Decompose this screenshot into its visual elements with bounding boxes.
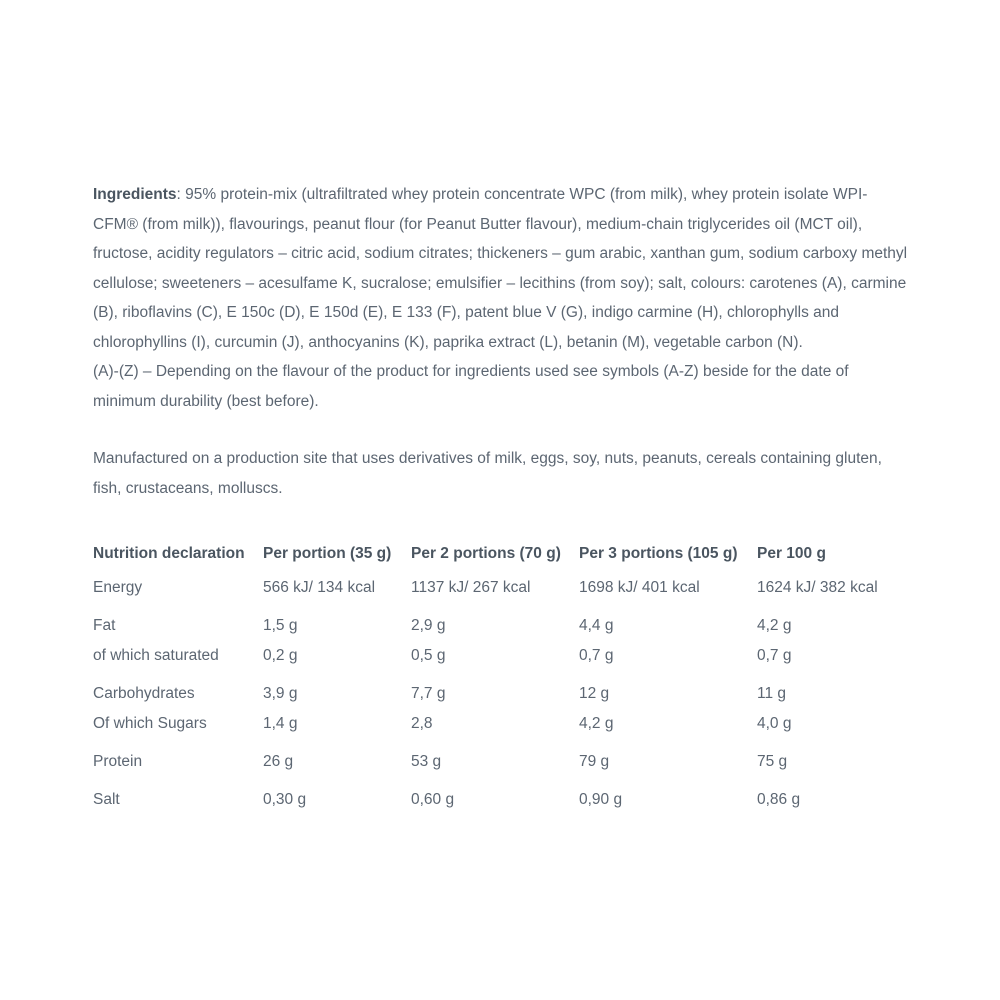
table-row [93, 573, 907, 603]
ingredients-separator: : [176, 186, 186, 203]
nutrient-value: 4,2 g [579, 715, 614, 732]
nutrition-header-per-3-portions: Per 3 portions (105 g) [579, 545, 738, 562]
nutrient-value: 566 kJ/ 134 kcal [263, 579, 376, 596]
nutrition-header-declaration: Nutrition declaration [93, 545, 245, 562]
nutrient-value: 26 g [263, 753, 294, 770]
nutrient-value: 2,9 g [411, 617, 446, 634]
nutrient-value: 4,4 g [579, 617, 614, 634]
nutrient-value: 0,2 g [263, 647, 298, 664]
nutrient-value: 4,0 g [757, 715, 792, 732]
nutrient-value: 7,7 g [411, 685, 446, 702]
manufactured-note: Manufactured on a production site that uses derivatives of milk, eggs, soy, nuts, peanuts, cereals containing gluten, fish, crustaceans, molluscs. [93, 450, 882, 497]
nutrient-value: 0,7 g [579, 647, 614, 664]
table-row [93, 709, 907, 739]
table-row [93, 777, 907, 815]
nutrient-value: 3,9 g [263, 685, 298, 702]
nutrient-name: Fat [93, 617, 116, 634]
nutrient-value: 0,5 g [411, 647, 446, 664]
nutrient-name: Energy [93, 579, 143, 596]
nutrient-value: 1,4 g [263, 715, 298, 732]
nutrient-value: 2,8 [411, 715, 433, 732]
table-row [93, 641, 907, 671]
nutrition-table [93, 545, 907, 815]
nutrient-value: 0,90 g [579, 791, 623, 808]
depends-note: (A)-(Z) – Depending on the flavour of the product for ingredients used see symbols (A-Z) beside for the date of minimum durability (best before). [93, 363, 849, 410]
ingredients-text: 95% protein-mix (ultrafiltrated whey protein concentrate WPC (from milk), whey protein isolate WPI-CFM® (from milk)), flavourings, peanut flour (for Peanut Butter flavour), medium-chain triglycerides oil (MCT oil), fructose, acidity regulators – citric acid, sodium citrates; thickeners – gum arabic, xanthan gum, sodium carboxy methyl cellulose; sweeteners – acesulfame K, sucralose; emulsifier – lecithins (from soy); salt, colours: carotenes (A), carmine (B), riboflavins (C), E 150c (D), E 150d (E), E 133 (F), patent blue V (G), indigo carmine (H), chlorophylls and chlorophyllins (I), curcumin (J), anthocyanins (K), paprika extract (L), betanin (M), vegetable carbon (N). [93, 186, 908, 351]
nutrient-value: 79 g [579, 753, 610, 770]
nutrient-name: Protein [93, 753, 143, 770]
nutrient-value: 4,2 g [757, 617, 792, 634]
nutrient-value: 0,30 g [263, 791, 307, 808]
nutrition-header-per-portion: Per portion (35 g) [263, 545, 392, 562]
table-row [93, 603, 907, 641]
nutrient-name: of which saturated [93, 647, 219, 664]
nutrient-value: 0,86 g [757, 791, 801, 808]
nutrient-value: 1624 kJ/ 382 kcal [757, 579, 878, 596]
nutrient-value: 11 g [757, 685, 787, 702]
nutrition-header-per-100g: Per 100 g [757, 545, 826, 562]
nutrient-value: 0,60 g [411, 791, 455, 808]
nutrition-header-row [93, 545, 907, 573]
nutrient-name: Of which Sugars [93, 715, 207, 732]
nutrient-name: Carbohydrates [93, 685, 195, 702]
table-row [93, 739, 907, 777]
ingredients-label: Ingredients [93, 186, 177, 203]
nutrient-value: 75 g [757, 753, 788, 770]
nutrient-value: 1698 kJ/ 401 kcal [579, 579, 700, 596]
table-row [93, 671, 907, 709]
nutrient-value: 1137 kJ/ 267 kcal [411, 579, 531, 596]
nutrient-value: 1,5 g [263, 617, 298, 634]
nutrient-value: 0,7 g [757, 647, 792, 664]
nutrient-value: 53 g [411, 753, 442, 770]
nutrient-value: 12 g [579, 685, 610, 702]
nutrient-name: Salt [93, 791, 120, 808]
ingredients-paragraph [93, 180, 908, 357]
nutrition-header-per-2-portions: Per 2 portions (70 g) [411, 545, 561, 562]
